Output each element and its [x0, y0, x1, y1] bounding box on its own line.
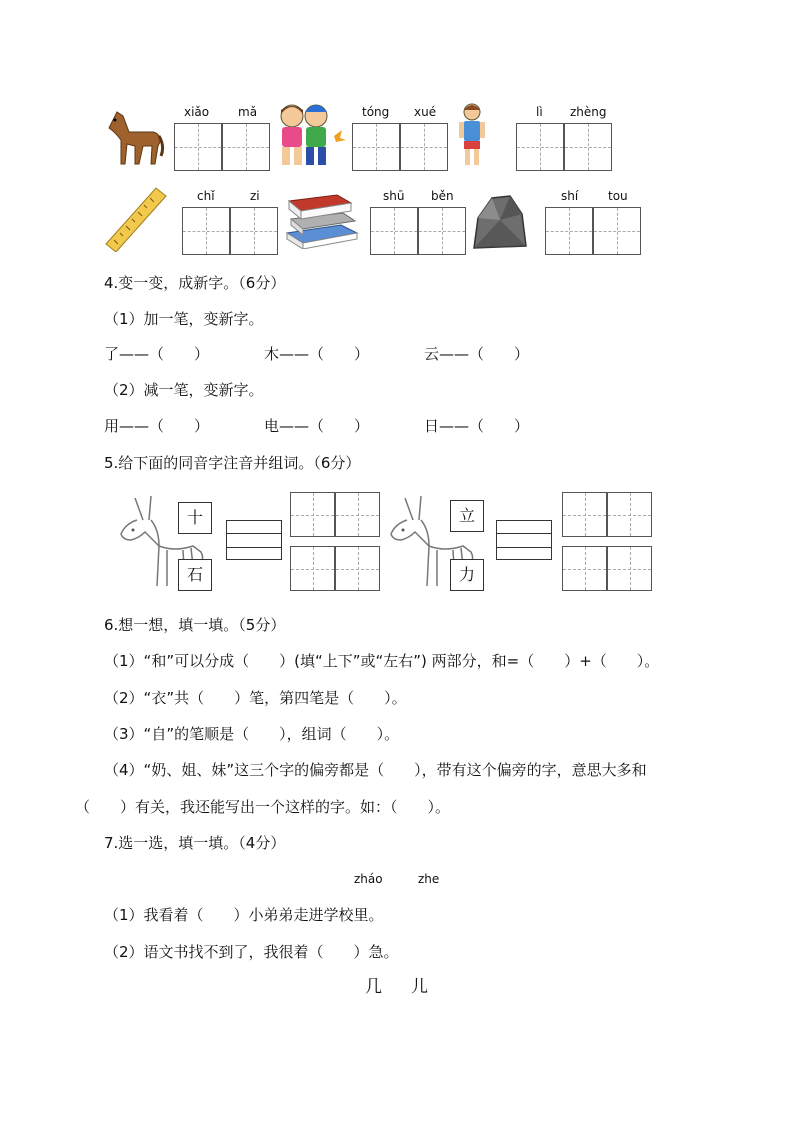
writing-box[interactable]	[545, 207, 593, 255]
writing-box[interactable]	[562, 492, 607, 537]
writing-box[interactable]	[290, 492, 335, 537]
writing-box[interactable]	[400, 123, 448, 171]
pinyin: shū	[383, 189, 405, 203]
writing-box[interactable]	[222, 123, 270, 171]
q4-title: 4.变一变，成新字。（6分）	[104, 274, 286, 292]
boy-icon	[458, 102, 486, 168]
q4-sub1: （1）加一笔，变新字。	[104, 310, 264, 328]
q6-line[interactable]: （3）“自”的笔顺是（ ），组词（ ）。	[104, 725, 400, 743]
writing-box[interactable]	[564, 123, 612, 171]
q4-item[interactable]: 木——（ ）	[264, 345, 370, 363]
writing-box[interactable]	[607, 546, 652, 591]
q6-line[interactable]: （2）“衣”共（ ）笔，第四笔是（ ）。	[104, 689, 407, 707]
pinyin-lines[interactable]	[496, 520, 552, 560]
pinyin: xiǎo	[184, 105, 210, 119]
pinyin-option: zhe	[418, 872, 440, 886]
character-box: 十	[178, 502, 212, 534]
q6-line[interactable]: （ ）有关，我还能写出一个这样的字。如：（ ）。	[75, 798, 451, 816]
q6-line[interactable]: （1）“和”可以分成（ ）(填“上下”或“左右”) 两部分，和=（ ）+（ ）。	[104, 652, 660, 670]
students-icon	[272, 100, 348, 172]
writing-box[interactable]	[607, 492, 652, 537]
q4-item[interactable]: 了——（ ）	[104, 345, 210, 363]
writing-box[interactable]	[562, 546, 607, 591]
writing-box[interactable]	[335, 546, 380, 591]
q5-title: 5.给下面的同音字注音并组词。（6分）	[104, 454, 361, 472]
char-option: 儿	[411, 977, 428, 997]
writing-box[interactable]	[290, 546, 335, 591]
pinyin: shí	[561, 189, 579, 203]
q7-title: 7.选一选，填一填。（4分）	[104, 834, 286, 852]
rock-icon	[470, 192, 528, 252]
pinyin: zhèng	[570, 105, 607, 119]
pinyin: zi	[250, 189, 260, 203]
q4-item[interactable]: 用——（ ）	[104, 417, 210, 435]
writing-box[interactable]	[335, 492, 380, 537]
pinyin: tóng	[362, 105, 390, 119]
writing-box[interactable]	[418, 207, 466, 255]
writing-box[interactable]	[174, 123, 222, 171]
character-box: 立	[450, 500, 484, 532]
pinyin: mǎ	[238, 105, 258, 119]
q4-item[interactable]: 电——（ ）	[264, 417, 370, 435]
pinyin: xué	[414, 105, 437, 119]
writing-box[interactable]	[593, 207, 641, 255]
pinyin: běn	[431, 189, 454, 203]
q7-line[interactable]: （1）我看着（ ）小弟弟走进学校里。	[104, 906, 384, 924]
writing-box[interactable]	[352, 123, 400, 171]
pinyin-option: zháo	[354, 872, 383, 886]
pinyin-lines[interactable]	[226, 520, 282, 560]
horse-icon	[103, 106, 165, 168]
q4-sub2: （2）减一笔，变新字。	[104, 381, 264, 399]
writing-box[interactable]	[370, 207, 418, 255]
pinyin: lì	[536, 105, 543, 119]
character-box: 石	[178, 559, 212, 591]
q6-title: 6.想一想，填一填。（5分）	[104, 616, 286, 634]
character-box: 力	[450, 559, 484, 591]
pinyin: chǐ	[197, 189, 215, 203]
writing-box[interactable]	[230, 207, 278, 255]
ruler-icon	[104, 186, 168, 252]
q6-line[interactable]: （4）“奶、姐、妹”这三个字的偏旁都是（ ），带有这个偏旁的字，意思大多和	[104, 761, 647, 779]
char-option: 几	[365, 977, 382, 997]
pinyin: tou	[608, 189, 628, 203]
books-icon	[281, 193, 361, 249]
writing-box[interactable]	[516, 123, 564, 171]
q7-line[interactable]: （2）语文书找不到了，我很着（ ）急。	[104, 943, 399, 961]
writing-box[interactable]	[182, 207, 230, 255]
q4-item[interactable]: 云——（ ）	[424, 345, 530, 363]
q4-item[interactable]: 日——（ ）	[424, 417, 530, 435]
